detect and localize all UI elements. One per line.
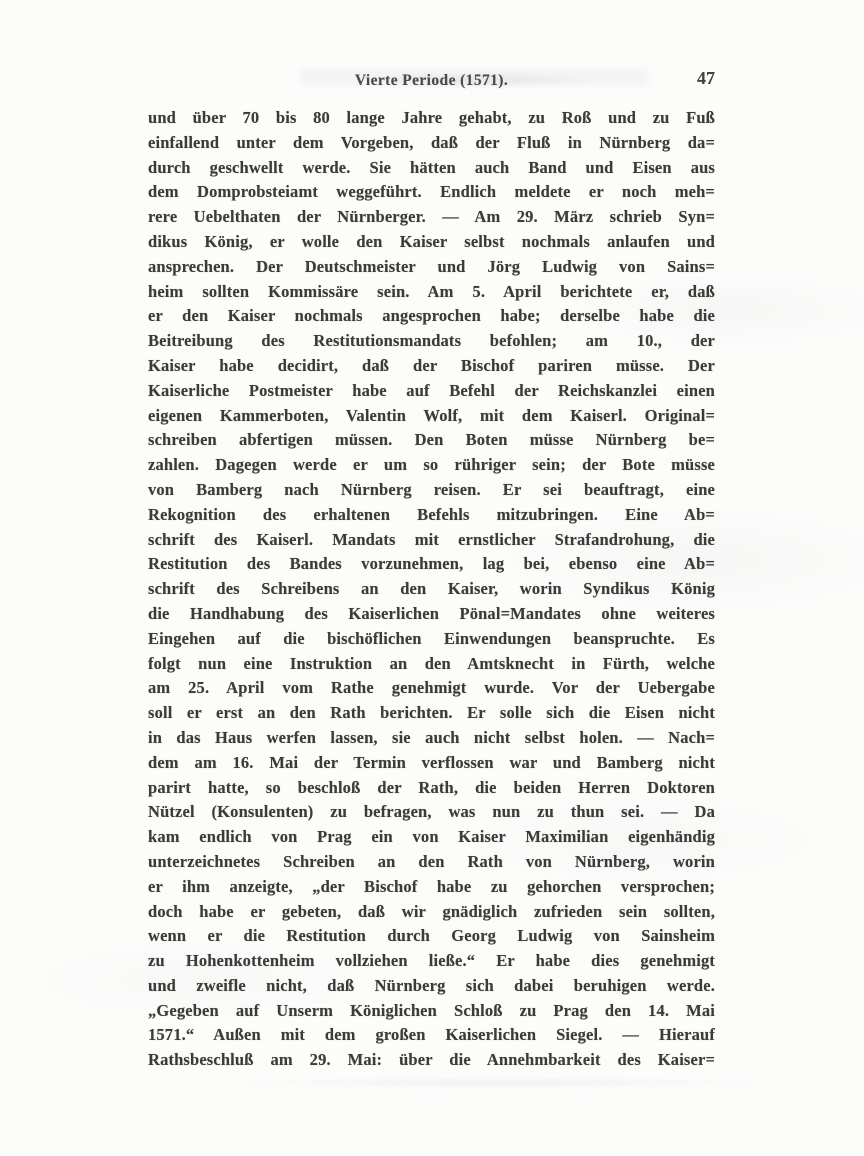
text-line: und über 70 bis 80 lange Jahre gehabt, zu Roß und zu Fuß: [148, 108, 715, 127]
text-line: Eingehen auf die bischöflichen Einwendungen beanspruchte. Es: [148, 628, 715, 648]
text-line: Restitution des Bandes vorzunehmen, lag bei, ebenso eine Ab=: [148, 554, 715, 574]
text-line: dikus König, er wolle den Kaiser selbst nochmals anlaufen und: [148, 231, 715, 251]
text-line: zu Hohenkottenheim vollziehen ließe.“ Er habe dies genehmigt: [148, 951, 715, 971]
text-line: Nützel (Konsulenten) zu befragen, was nun zu thun sei. — Da: [148, 802, 715, 822]
text-line: schrift des Schreibens an den Kaiser, worin Syndikus König: [148, 579, 715, 599]
text-line: ansprechen. Der Deutschmeister und Jörg Ludwig von Sains=: [148, 256, 715, 276]
text-line: wenn er die Restitution durch Georg Ludwig von Sainsheim: [148, 926, 715, 946]
text-line: doch habe er gebeten, daß wir gnädiglich zufrieden sein sollten,: [148, 901, 715, 921]
text-line: durch geschwellt werde. Sie hätten auch Band und Eisen aus: [148, 157, 715, 177]
text-line: heim sollten Kommissäre sein. Am 5. April berichtete er, daß: [148, 281, 715, 301]
body-text: [148, 106, 715, 1073]
text-line: schreiben abfertigen müssen. Den Boten müsse Nürnberg be=: [148, 430, 715, 450]
text-line: am 25. April vom Rathe genehmigt wurde. Vor der Uebergabe: [148, 678, 715, 698]
text-line: folgt nun eine Instruktion an den Amtsknecht in Fürth, welche: [148, 653, 715, 673]
text-line: Rekognition des erhaltenen Befehls mitzubringen. Eine Ab=: [148, 504, 715, 524]
text-line: „Gegeben auf Unserm Königlichen Schloß zu Prag den 14. Mai: [148, 1000, 715, 1020]
text-line: rere Uebelthaten der Nürnberger. — Am 29. März schrieb Syn=: [148, 207, 715, 227]
text-line: von Bamberg nach Nürnberg reisen. Er sei beauftragt, eine: [148, 479, 715, 499]
text-line: Kaiser habe decidirt, daß der Bischof pariren müsse. Der: [148, 355, 715, 375]
text-line: schrift des Kaiserl. Mandats mit ernstlicher Strafandrohung, die: [148, 529, 715, 549]
text-line: Rathsbeschluß am 29. Mai: über die Annehmbarkeit des Kaiser=: [148, 1050, 715, 1070]
text-line: Beitreibung des Restitutionsmandats befohlen; am 10., der: [148, 331, 715, 351]
text-line: 1571.“ Außen mit dem großen Kaiserlichen Siegel. — Hierauf: [148, 1025, 715, 1045]
text-line: kam endlich von Prag ein von Kaiser Maximilian eigenhändig: [148, 827, 715, 847]
text-line: er ihm anzeigte, „der Bischof habe zu gehorchen versprochen;: [148, 876, 715, 896]
text-line: soll er erst an den Rath berichten. Er solle sich die Eisen nicht: [148, 703, 715, 723]
text-line: einfallend unter dem Vorgeben, daß der Fluß in Nürnberg da=: [148, 132, 715, 152]
page-header: [148, 68, 715, 98]
text-line: er den Kaiser nochmals angesprochen habe; derselbe habe die: [148, 306, 715, 326]
text-line: eigenen Kammerboten, Valentin Wolf, mit dem Kaiserl. Original=: [148, 405, 715, 425]
text-line: dem Domprobsteiamt weggeführt. Endlich meldete er noch meh=: [148, 182, 715, 202]
text-line: parirt hatte, so beschloß der Rath, die beiden Herren Doktoren: [148, 777, 715, 797]
text-line: unterzeichnetes Schreiben an den Rath von Nürnberg, worin: [148, 851, 715, 871]
text-line: in das Haus werfen lassen, sie auch nicht selbst holen. — Nach=: [148, 727, 715, 747]
text-line: und zweifle nicht, daß Nürnberg sich dabei beruhigen werde.: [148, 975, 715, 995]
running-header-title: Vierte Periode (1571).: [354, 72, 509, 89]
page-number: 47: [697, 68, 715, 88]
text-line: dem am 16. Mai der Termin verflossen war und Bamberg nicht: [148, 752, 715, 772]
text-line: Kaiserliche Postmeister habe auf Befehl der Reichskanzlei einen: [148, 380, 715, 400]
text-line: die Handhabung des Kaiserlichen Pönal=Mandates ohne weiteres: [148, 603, 715, 623]
text-line: zahlen. Dagegen werde er um so rühriger sein; der Bote müsse: [148, 455, 715, 475]
